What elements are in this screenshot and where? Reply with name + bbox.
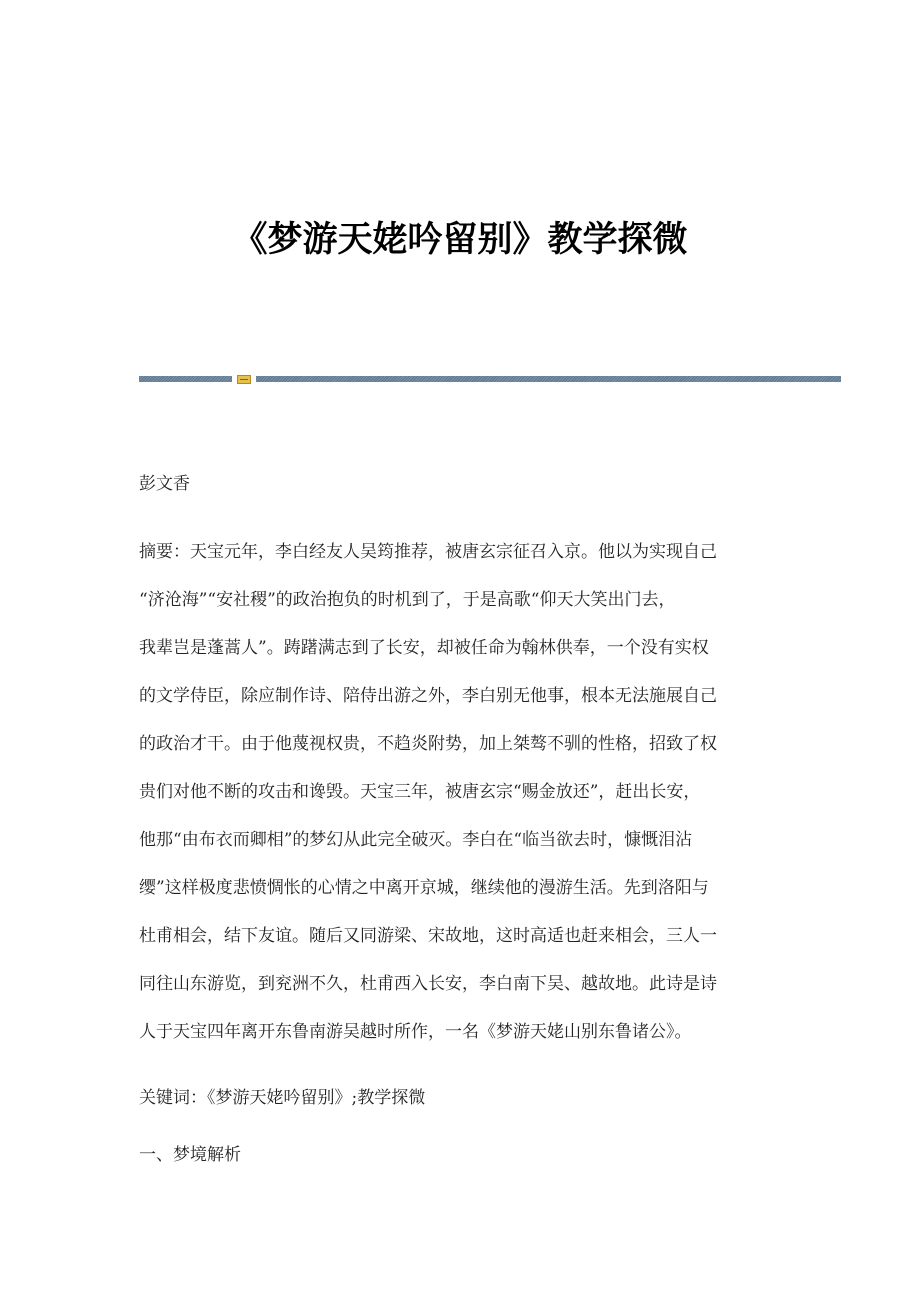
abstract-line: 摘要：天宝元年，李白经友人吴筠推荐，被唐玄宗征召入京。他以为实现自己 [139, 542, 717, 562]
keywords-line: 关键词：《梦游天姥吟留别》;教学探微 [139, 1088, 426, 1108]
abstract-line: 缨”这样极度悲愤惆怅的心情之中离开京城，继续他的漫游生活。先到洛阳与 [139, 878, 709, 898]
divider-bar-left [139, 376, 232, 382]
title-divider [139, 375, 841, 384]
abstract-line: 杜甫相会，结下友谊。随后又同游梁、宋故地，这时高适也赶来相会，三人一 [139, 926, 717, 946]
divider-bar-right [256, 376, 841, 382]
abstract-line: 贵们对他不断的攻击和谗毁。天宝三年，被唐玄宗“赐金放还”，赶出长安， [139, 782, 701, 802]
abstract-line: 人于天宝四年离开东鲁南游吴越时所作，一名《梦游天姥山别东鲁诸公》。 [139, 1022, 692, 1042]
abstract-line: 的文学侍臣，除应制作诗、陪侍出游之外，李白别无他事，根本无法施展自己 [139, 686, 717, 706]
abstract-line: 的政治才干。由于他蔑视权贵，不趋炎附势，加上桀骜不驯的性格，招致了权 [139, 734, 717, 754]
author-name: 彭文香 [139, 474, 190, 494]
abstract-line: 他那“由布衣而卿相”的梦幻从此完全破灭。李白在“临当欲去时，慷慨泪沾 [139, 830, 693, 850]
abstract-paragraph [139, 528, 779, 1056]
section-heading: 一、梦境解析 [139, 1145, 241, 1165]
abstract-line: 同往山东游览，到兖洲不久，杜甫西入长安，李白南下吴、越故地。此诗是诗 [139, 974, 717, 994]
divider-ornament-icon [237, 375, 251, 384]
abstract-line: “济沧海”“安社稷”的政治抱负的时机到了，于是高歌“仰天大笑出门去， [139, 590, 676, 610]
document-title: 《梦游天姥吟留别》教学探微 [232, 219, 688, 260]
abstract-line: 我辈岂是蓬蒿人”。踌躇满志到了长安，却被任命为翰林供奉，一个没有实权 [139, 638, 709, 658]
